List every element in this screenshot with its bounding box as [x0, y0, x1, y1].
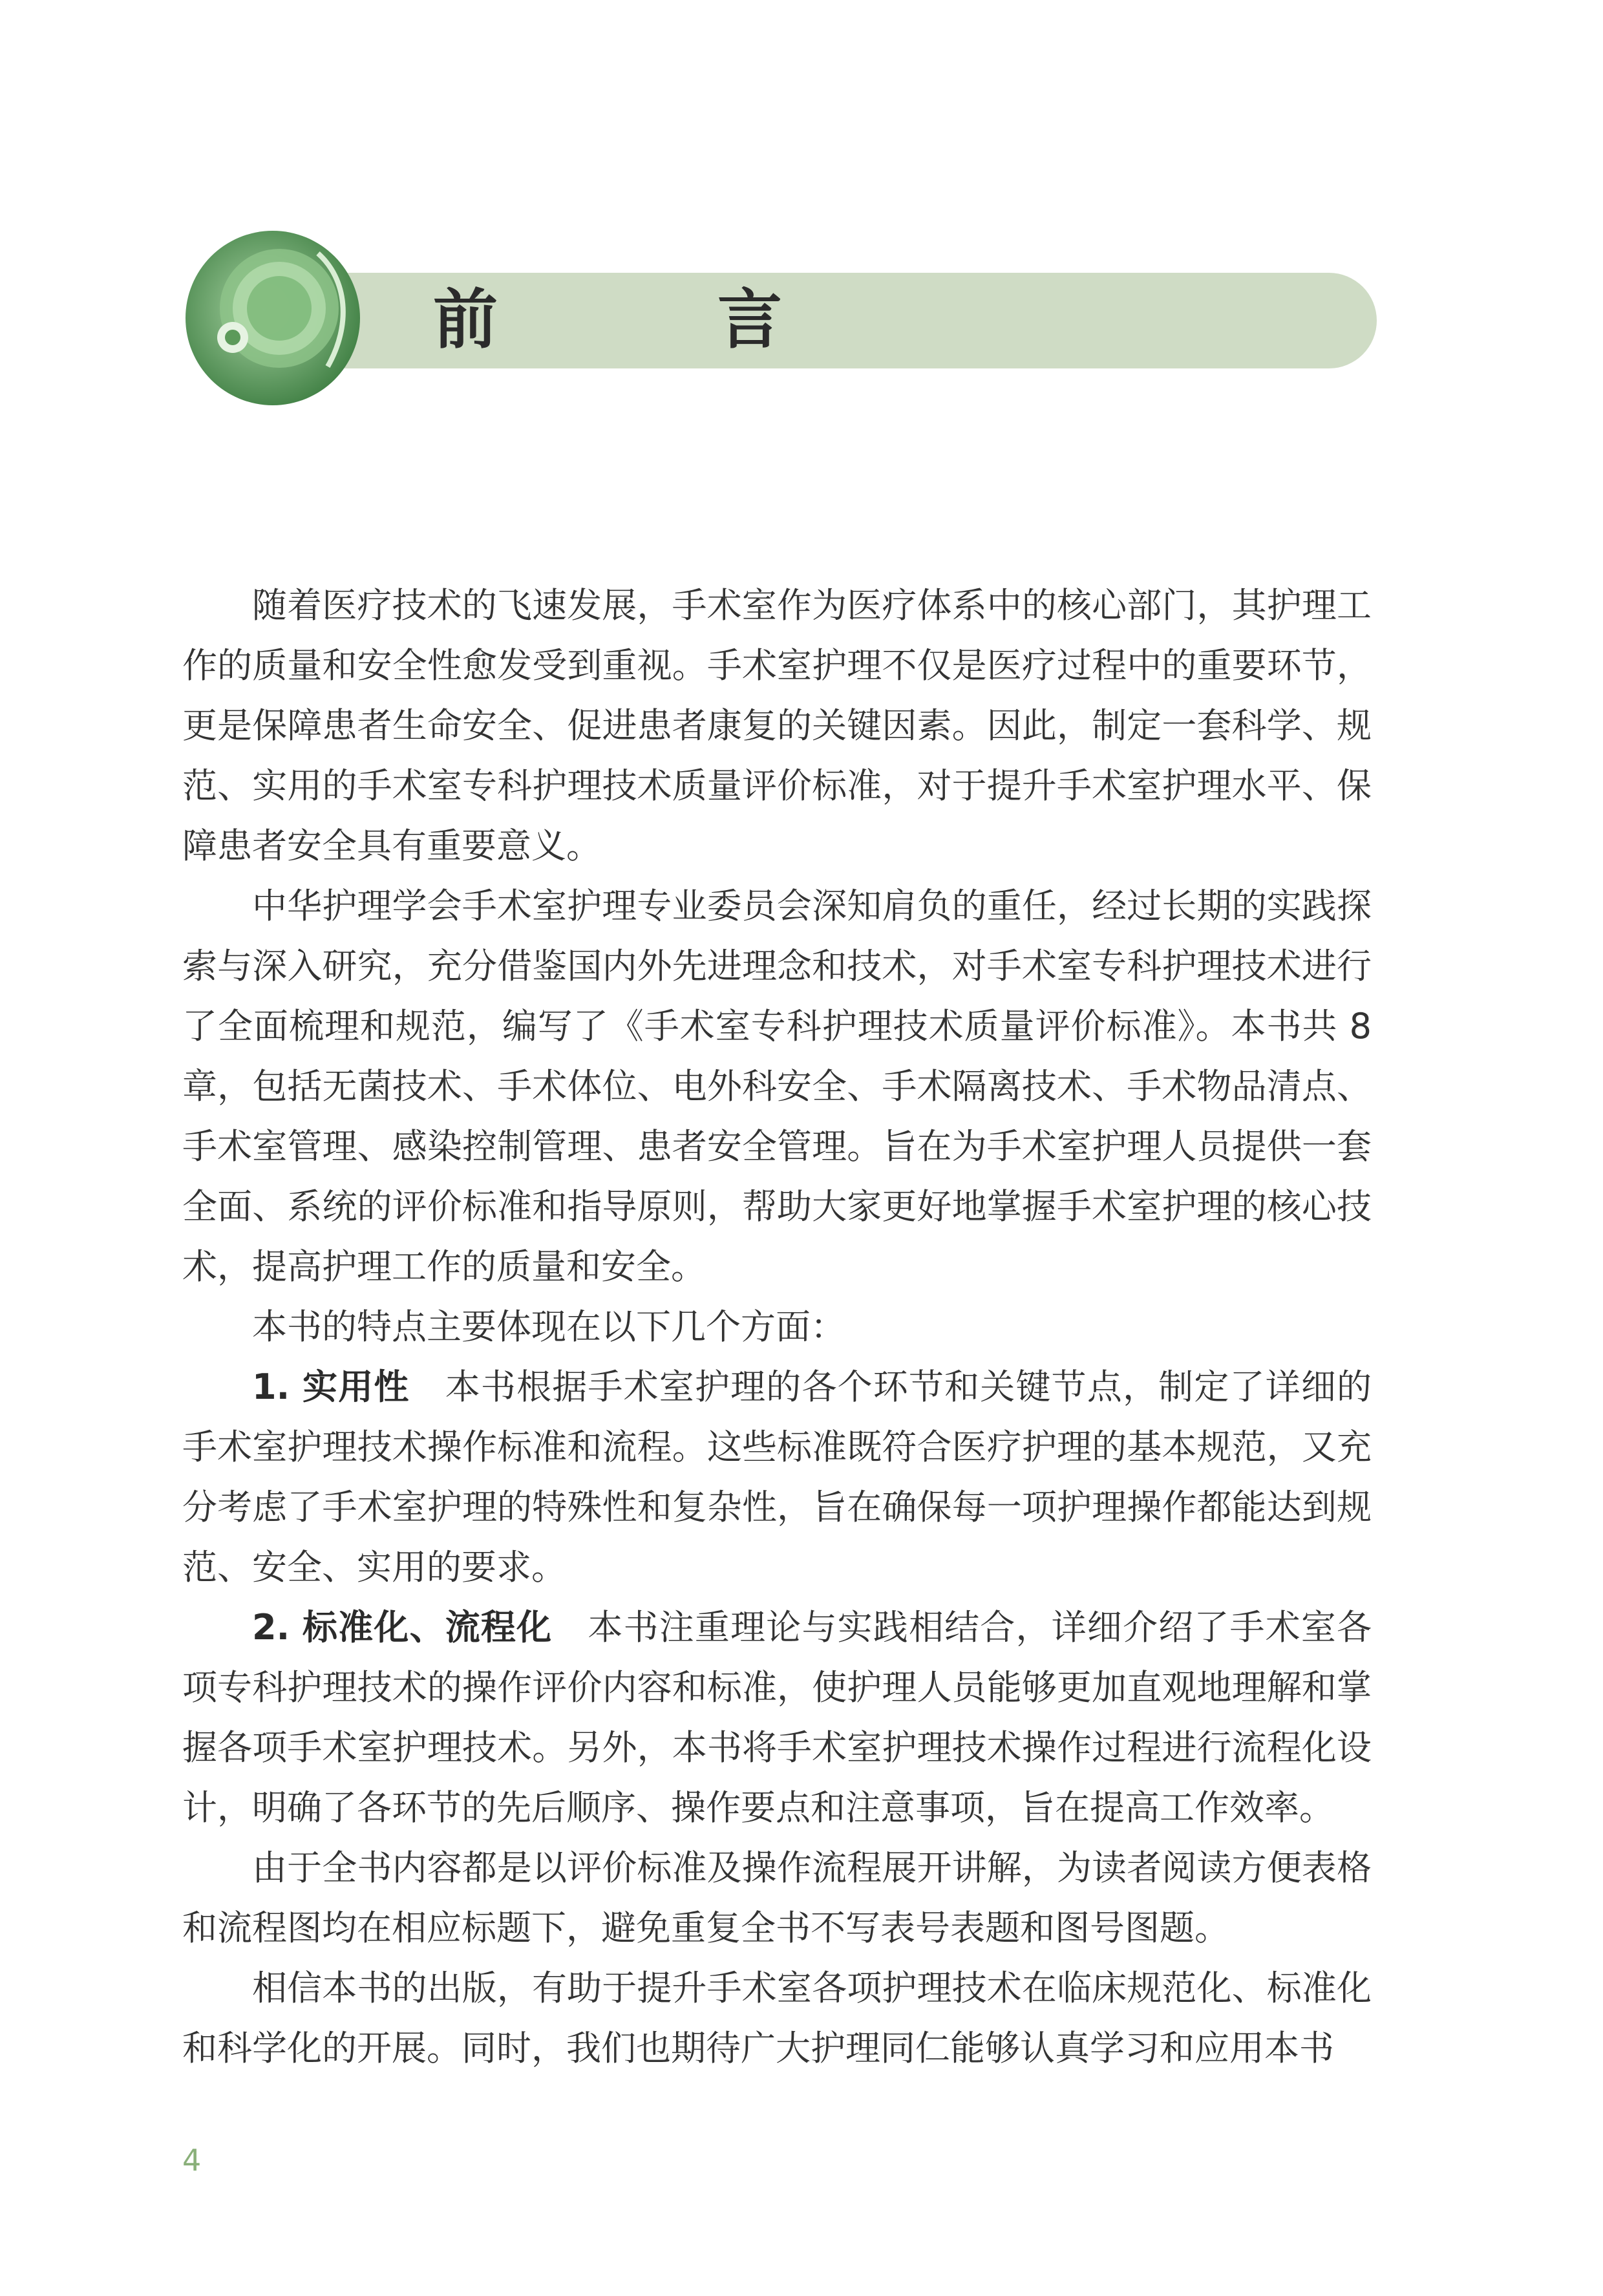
- paragraph-feature-practical: 1. 实用性 本书根据手术室护理的各个环节和关键节点，制定了详细的手术室护理技术操作标准和流程。这些标准既符合医疗护理的基本规范，又充分考虑了手术室护理的特殊性和复杂性，旨在确保每一项护理操作都能达到规范、安全、实用的要求。: [182, 1366, 1372, 1588]
- feature-heading: 2. 标准化、流程化: [252, 1607, 553, 1648]
- preface-body: [182, 575, 1372, 2078]
- paragraph-intro: 随着医疗技术的飞速发展，手术室作为医疗体系中的核心部门，其护理工作的质量和安全性愈发受到重视。手术室护理不仅是医疗过程中的重要环节，更是保障患者生命安全、促进患者康复的关键因素。因此，制定一套科学、规范、实用的手术室专科护理技术质量评价标准，对于提升手术室护理水平、保障患者安全具有重要意义。: [182, 585, 1372, 866]
- paragraph-features-lead: 本书的特点主要体现在以下几个方面：: [252, 1306, 845, 1347]
- paragraph-committee: 中华护理学会手术室护理专业委员会深知肩负的重任，经过长期的实践探索与深入研究，充分借鉴国内外先进理念和技术，对手术室专科护理技术进行了全面梳理和规范，编写了《手术室专科护理技术质量评价标准》。本书共 8 章，包括无菌技术、手术体位、电外科安全、手术隔离技术、手术物品清点、手术室管理、感染控制管理、患者安全管理。旨在为手术室护理人员提供一套全面、系统的评价标准和指导原则，帮助大家更好地掌握手术室护理的核心技术，提高护理工作的质量和安全。: [182, 886, 1372, 1287]
- paragraph-closing: 相信本书的出版，有助于提升手术室各项护理技术在临床规范化、标准化和科学化的开展。同时，我们也期待广大护理同仁能够认真学习和应用本书: [182, 1968, 1372, 2068]
- page-number: 4: [182, 2143, 202, 2178]
- page-title: 前 言: [433, 282, 860, 357]
- surgical-lamp-emblem: [182, 228, 363, 409]
- paragraph-format-note: 由于全书内容都是以评价标准及操作流程展开讲解，为读者阅读方便表格和流程图均在相应标题下，避免重复全书不写表号表题和图号图题。: [182, 1847, 1372, 1948]
- feature-heading: 1. 实用性: [252, 1366, 410, 1407]
- paragraph-feature-standardized: 2. 标准化、流程化 本书注重理论与实践相结合，详细介绍了手术室各项专科护理技术的操作评价内容和标准，使护理人员能够更加直观地理解和掌握各项手术室护理技术。另外，本书将手术室护理技术操作过程进行流程化设计，明确了各环节的先后顺序、操作要点和注意事项，旨在提高工作效率。: [182, 1607, 1372, 1828]
